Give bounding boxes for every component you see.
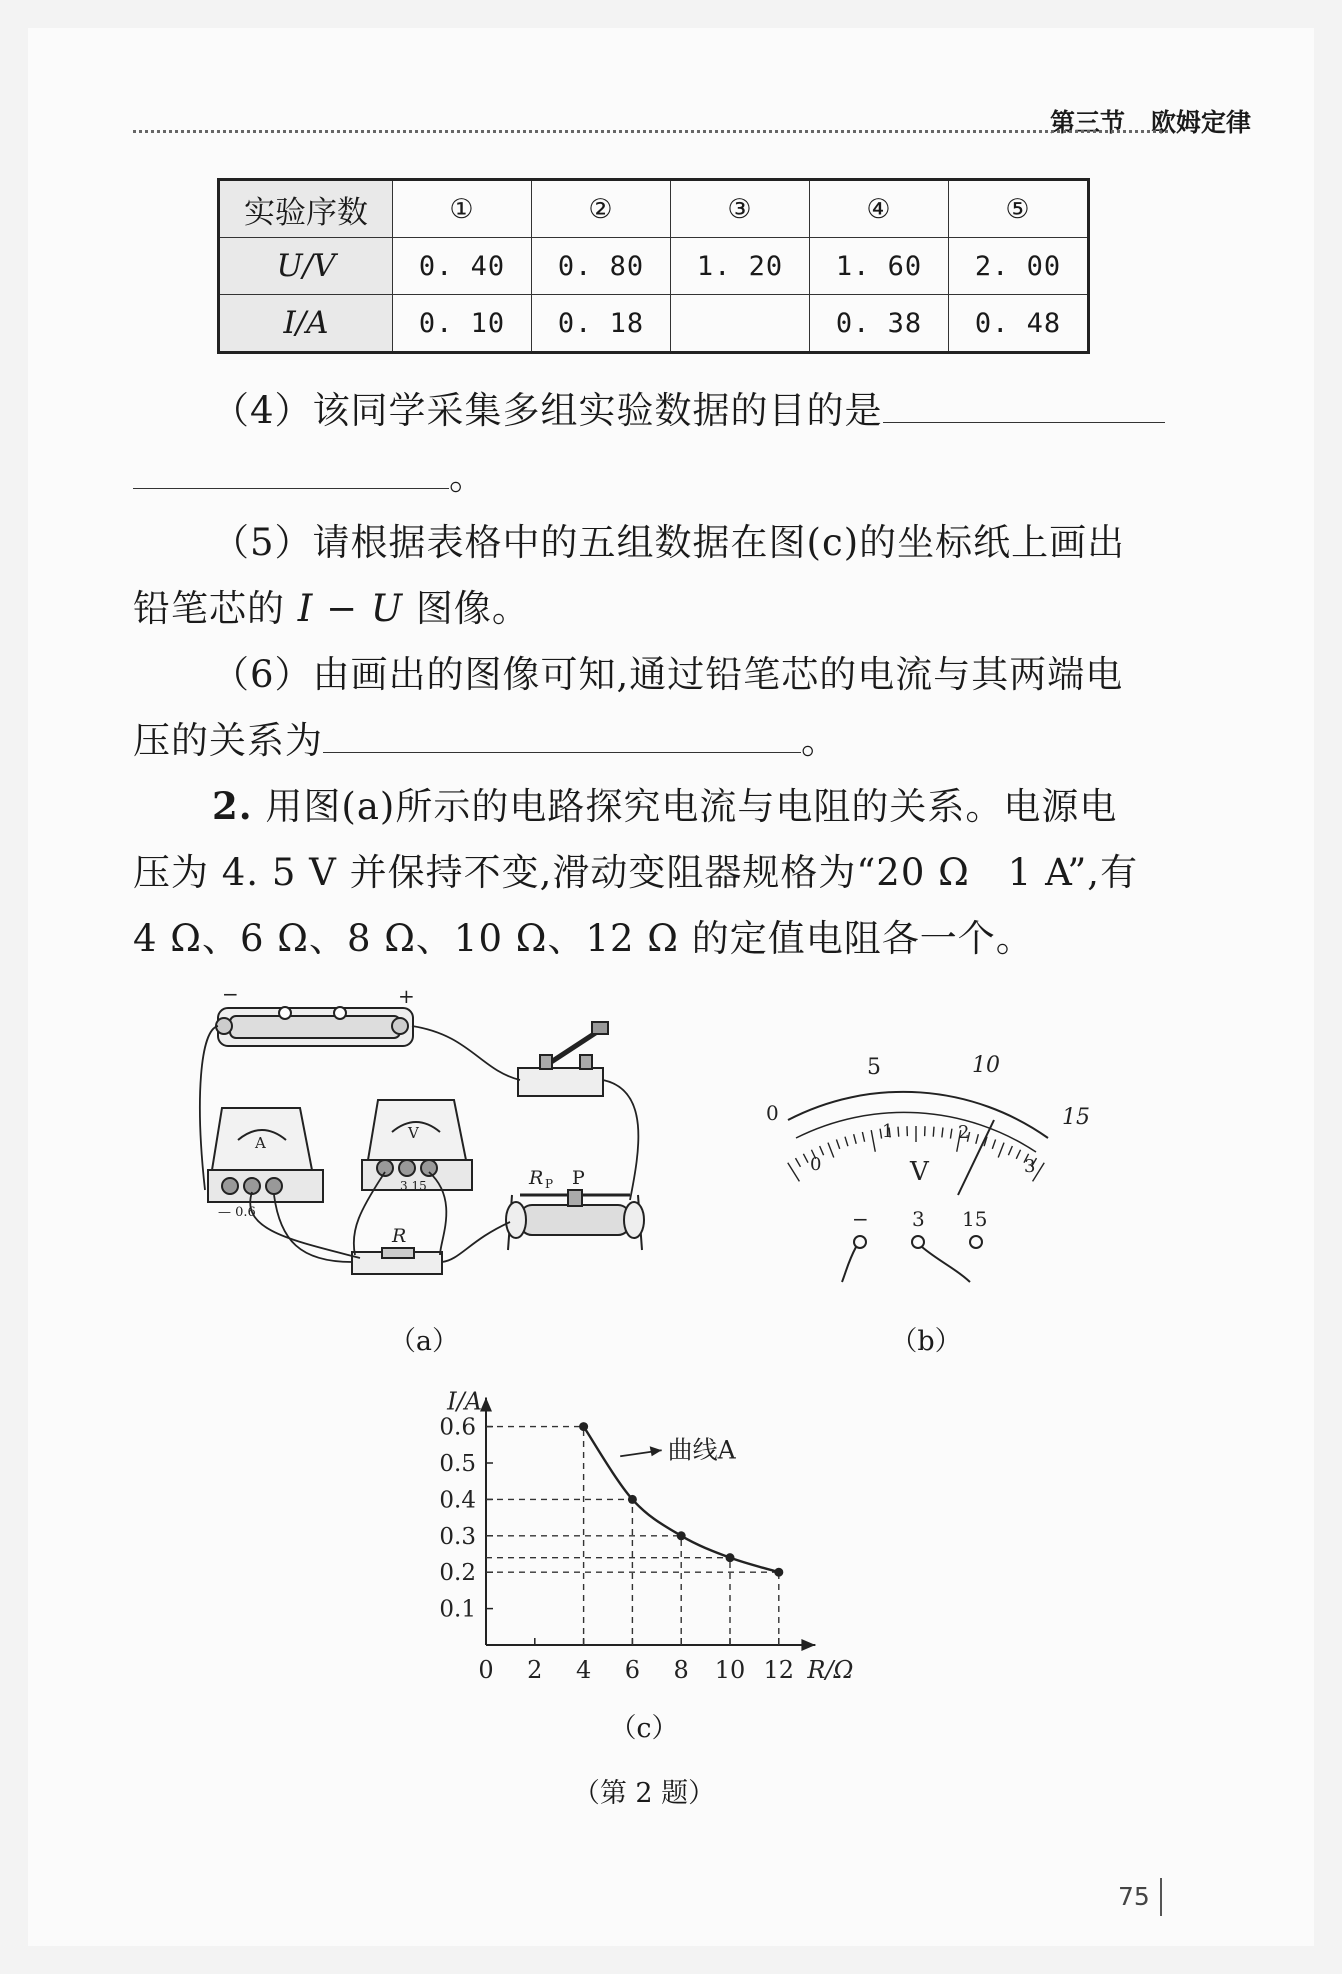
rheostat-subscript: P: [545, 1177, 554, 1191]
dial-labels: [766, 1053, 1090, 1231]
voltmeter: [362, 1100, 472, 1190]
dial-tick: [862, 1132, 864, 1142]
dial-tick: [828, 1143, 834, 1158]
dial-tick: [1008, 1146, 1012, 1155]
q6-end: 。: [801, 719, 839, 762]
resistor-label: R: [392, 1225, 407, 1247]
q2-line1-text: 用图(a)所示的电路探究电流与电阻的关系。电源电: [252, 785, 1118, 828]
dial-tick: [871, 1130, 875, 1152]
x-tick-label: 2: [527, 1656, 543, 1684]
table-cell: 0. 10: [393, 295, 532, 353]
scale-top-15: 15: [1062, 1105, 1090, 1130]
dial-tick: [795, 1158, 800, 1167]
data-point: [774, 1568, 783, 1577]
dial-tick: [992, 1139, 995, 1148]
caption-c: （c）: [609, 1713, 679, 1744]
data-point: [726, 1553, 735, 1562]
ammeter-terminals: — 0.6: [218, 1205, 256, 1220]
dial-unit: V: [910, 1157, 929, 1187]
q5-var-u: U: [370, 587, 404, 630]
q6-text: 压的关系为: [133, 719, 323, 762]
dial-tick: [933, 1127, 934, 1137]
table-header-label: 实验序数: [219, 180, 393, 238]
annotation-arrowhead: [650, 1446, 662, 1456]
fixed-resistor: [352, 1248, 442, 1274]
y-tick-label: 0.2: [439, 1560, 476, 1587]
voltmeter-label: V: [408, 1124, 419, 1142]
rheostat-label: R: [529, 1167, 544, 1189]
x-axis-arrow: [801, 1639, 815, 1651]
x-tick-label: 10: [714, 1656, 746, 1684]
chart-figure-c: [439, 1387, 853, 1684]
q4-end: 。: [449, 455, 487, 498]
x-axis-label: R/Ω: [807, 1656, 854, 1684]
dial-tick: [976, 1134, 979, 1144]
scale-bottom-1: 1: [882, 1121, 894, 1142]
scale-top-10: 10: [972, 1053, 1000, 1078]
battery-pack: [216, 1007, 413, 1046]
question-5-line1: （5）请根据表格中的五组数据在图(c)的坐标纸上画出: [212, 521, 1126, 564]
scale-top-0: 0: [766, 1101, 779, 1125]
page-number: 75: [1118, 1882, 1150, 1911]
battery-minus-label: −: [222, 982, 239, 1006]
question-6-line1: （6）由画出的图像可知,通过铅笔芯的电流与其两端电: [212, 653, 1124, 696]
knife-switch: [518, 1022, 608, 1096]
terminal-minus: −: [852, 1207, 869, 1231]
slider-label: P: [572, 1167, 585, 1189]
scale-bottom-2: 2: [958, 1122, 970, 1143]
table-col-header: ③: [671, 180, 810, 238]
q5-post: 图像。: [403, 587, 530, 630]
x-tick-label: 12: [763, 1656, 795, 1684]
terminal-15: 15: [962, 1207, 988, 1231]
table-cell: 1. 60: [810, 238, 949, 295]
dial-tick: [836, 1139, 839, 1148]
q5-pre: 铅笔芯的: [133, 587, 298, 630]
ammeter-label: A: [255, 1134, 266, 1152]
y-tick-label: 0.5: [439, 1451, 476, 1477]
table-cell: 0. 40: [393, 238, 532, 295]
table-cell: 0. 38: [810, 295, 949, 353]
x-tick-label: 0: [478, 1656, 494, 1684]
page-number-bar: [1160, 1878, 1162, 1916]
figure-caption: （第 2 题）: [572, 1778, 716, 1809]
table-cell: 0. 18: [532, 295, 671, 353]
question-2-line2: 压为 4. 5 V 并保持不变,滑动变阻器规格为“20 Ω 1 A”,有: [133, 851, 1139, 894]
y-tick-label: 0.3: [439, 1523, 476, 1550]
y-tick-label: 0.6: [439, 1414, 476, 1441]
y-tick-label: 0.4: [439, 1487, 476, 1514]
table-col-header: ⑤: [949, 180, 1089, 238]
dial-terminal-posts: [842, 1236, 982, 1282]
dial-tick: [788, 1163, 800, 1182]
y-axis-label: I/A: [447, 1387, 482, 1416]
q5-dash: −: [313, 587, 371, 630]
dial-tick: [803, 1154, 808, 1163]
table-col-header: ①: [393, 180, 532, 238]
scale-bottom-0: 0: [810, 1154, 822, 1175]
q4-text: （4）该同学采集多组实验数据的目的是: [212, 389, 883, 432]
table-col-header: ④: [810, 180, 949, 238]
scale-bottom-3: 3: [1024, 1156, 1036, 1177]
row-label-current: I/A: [219, 295, 393, 353]
dial-arc-outer: [788, 1092, 1048, 1138]
table-cell: 2. 00: [949, 238, 1089, 295]
data-point: [579, 1422, 588, 1431]
circuit-figure-a: [200, 982, 644, 1274]
table-col-header: ②: [532, 180, 671, 238]
header-section: 第三节: [1050, 108, 1126, 137]
q5-var-i: I: [297, 587, 314, 630]
dial-tick: [942, 1128, 943, 1138]
terminal-3: 3: [912, 1207, 925, 1231]
dial-tick: [1016, 1150, 1020, 1159]
dial-tick: [845, 1137, 848, 1147]
dial-tick: [898, 1127, 899, 1137]
caption-a: （a）: [388, 1326, 460, 1357]
row-label-voltage: U/V: [219, 238, 393, 295]
dial-tick: [998, 1143, 1004, 1158]
x-tick-label: 6: [624, 1656, 641, 1684]
scale-top-5: 5: [867, 1055, 881, 1080]
ammeter: [208, 1108, 323, 1202]
data-point: [628, 1495, 637, 1504]
battery-plus-label: +: [398, 984, 415, 1008]
rheostat: [506, 1190, 644, 1250]
y-tick-label: 0.1: [439, 1596, 476, 1623]
dial-tick: [950, 1129, 951, 1139]
x-tick-label: 8: [673, 1656, 689, 1684]
header-title: 欧姆定律: [1151, 108, 1252, 137]
table-cell: 0. 80: [532, 238, 671, 295]
data-point: [677, 1531, 686, 1540]
curve-a-label: 曲线A: [667, 1435, 736, 1465]
x-tick-label: 4: [575, 1656, 592, 1684]
q2-number: 2.: [212, 784, 253, 828]
table-cell: 0. 48: [949, 295, 1089, 353]
voltmeter-terminals: 3 15: [400, 1179, 427, 1193]
caption-b: （b）: [890, 1326, 962, 1357]
dial-tick: [854, 1134, 857, 1144]
question-2-line3: 4 Ω、6 Ω、8 Ω、10 Ω、12 Ω 的定值电阻各一个。: [133, 917, 1034, 960]
table-cell: 1. 20: [671, 238, 810, 295]
